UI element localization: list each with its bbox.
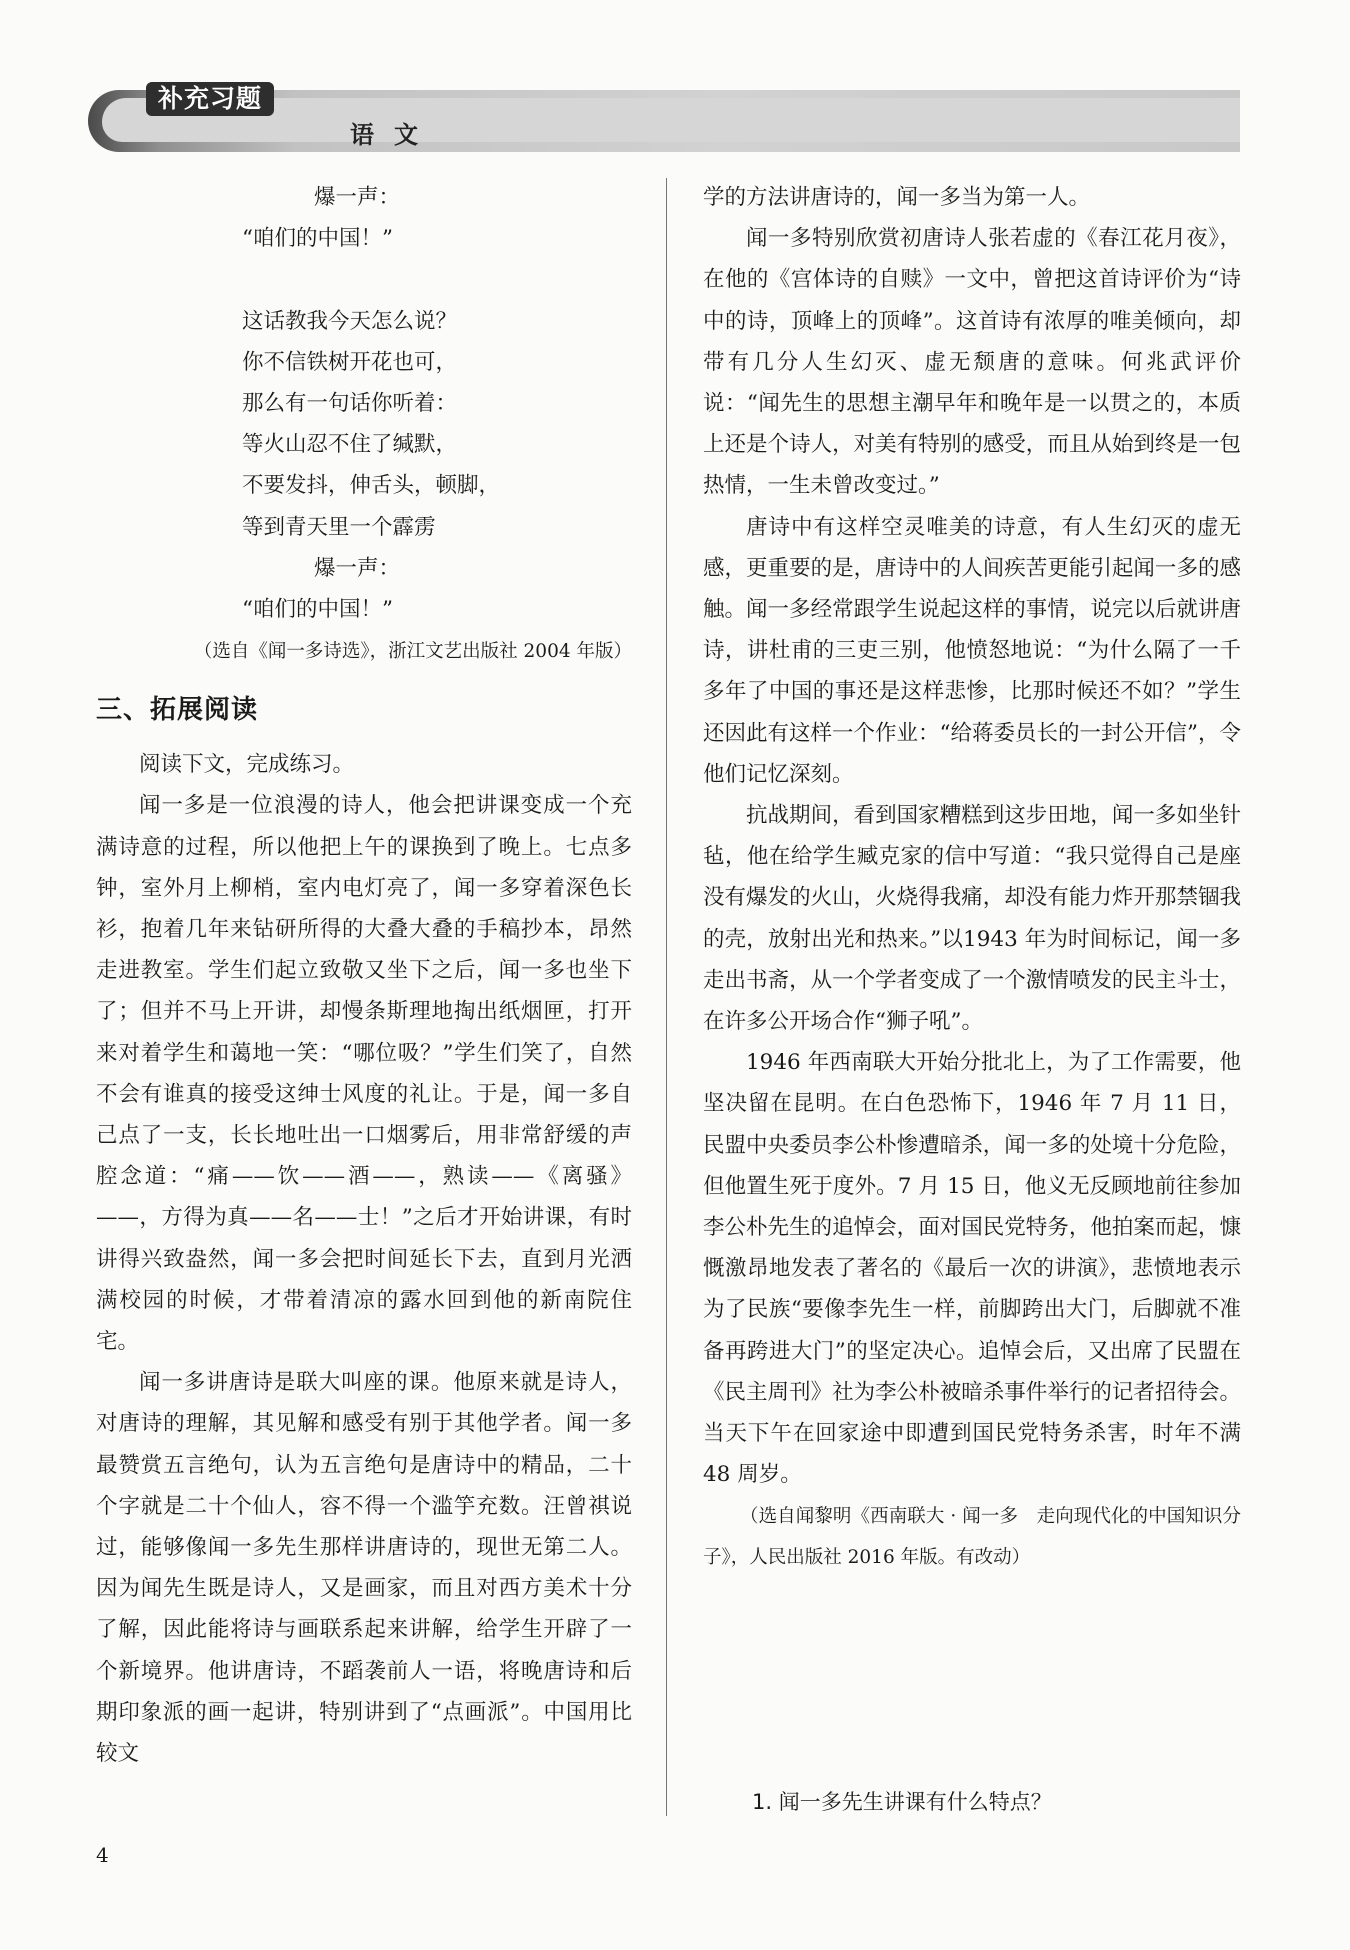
poem-line: “咱们的中国！” <box>242 597 393 623</box>
poem-line: 等火山忍不住了缄默， <box>242 432 458 458</box>
question-1: 1. 闻一多先生讲课有什么特点？ <box>752 1790 1052 1814</box>
header-tag: 补充习题 <box>146 82 274 116</box>
article-paragraph: 闻一多讲唐诗是联大叫座的课。他原来就是诗人，对唐诗的理解，其见解和感受有别于其他学者。闻一多最赞赏五言绝句，认为五言绝句是唐诗中的精品，二十个字就是二十个仙人，容不得一个滥竽充数。汪曾祺说过，能够像闻一多先生那样讲唐诗的，现世无第二人。因为闻先生既是诗人，又是画家，而且对西方美术十分了解，因此能将诗与画联系起来讲解，给学生开辟了一个新境界。他讲唐诗，不蹈袭前人一语，将晚唐诗和后期印象派的画一起讲，特别讲到了“点画派”。中国用比较文 <box>96 1370 632 1767</box>
article-paragraph: 1946 年西南联大开始分批北上，为了工作需要，他坚决留在昆明。在白色恐怖下，1946 年 7 月 11 日，民盟中央委员李公朴惨遭暗杀，闻一多的处境十分危险，但他置生死于度外。7 月 15 日，他义无反顾地前往参加李公朴先生的追悼会，面对国民党特务，他拍案而起，慷慨激昂地发表了著名的《最后一次的讲演》，悲愤地表示为了民族“要像李先生一样，前脚跨出大门，后脚就不准备再跨进大门”的坚定决心。追悼会后，又出席了民盟在《民主周刊》社为李公朴被暗杀事件举行的记者招待会。当天下午在回家途中即遭到国民党特务杀害，时年不满 48 周岁。 <box>703 1050 1241 1488</box>
article-paragraph: 闻一多是一位浪漫的诗人，他会把讲课变成一个充满诗意的过程，所以他把上午的课换到了晚上。七点多钟，室外月上柳梢，室内电灯亮了，闻一多穿着深色长衫，抱着几年来钻研所得的大叠大叠的手稿抄本，昂然走进教室。学生们起立致敬又坐下之后，闻一多也坐下了；但并不马上开讲，却慢条斯理地掏出纸烟匣，打开来对着学生和蔼地一笑：“哪位吸？”学生们笑了，自然不会有谁真的接受这绅士风度的礼让。于是，闻一多自己点了一支，长长地吐出一口烟雾后，用非常舒缓的声腔念道：“痛——饮——酒——，熟读——《离骚》——，方得为真——名——士！”之后才开始讲课，有时讲得兴致盎然，闻一多会把时间延长下去，直到月光洒满校园的时候，才带着清凉的露水回到他的新南院住宅。 <box>96 793 632 1355</box>
poem-source: （选自《闻一多诗选》，浙江文艺出版社 2004 年版） <box>193 641 632 663</box>
poem <box>96 177 632 630</box>
poem-line: 等到青天里一个霹雳 <box>242 514 436 540</box>
poem-line: 爆一声： <box>314 185 401 210</box>
article-source: （选自闻黎明《西南联大 · 闻一多 走向现代化的中国知识分子》，人民出版社 2016 年版。有改动） <box>703 1505 1241 1568</box>
poem-line: 不要发抖，伸舌头，顿脚， <box>242 473 501 499</box>
column-divider <box>666 178 667 1816</box>
poem-line: “咱们的中国！” <box>242 226 393 252</box>
article-paragraph: 唐诗中有这样空灵唯美的诗意，有人生幻灭的虚无感，更重要的是，唐诗中的人间疾苦更能引起闻一多的感触。闻一多经常跟学生说起这样的事情，说完以后就讲唐诗，讲杜甫的三吏三别，他愤怒地说：“为什么隔了一千多年了中国的事还是这样悲惨，比那时候还不如？”学生还因此有这样一个作业：“给蒋委员长的一封公开信”，令他们记忆深刻。 <box>703 514 1241 787</box>
article-paragraph: 闻一多特别欣赏初唐诗人张若虚的《春江花月夜》，在他的《宫体诗的自赎》一文中，曾把这首诗评价为“诗中的诗，顶峰上的顶峰”。这首诗有浓厚的唯美倾向，却带有几分人生幻灭、虚无颓唐的意味。何兆武评价说：“闻先生的思想主潮早年和晚年是一以贯之的，本质上还是个诗人，对美有特别的感受，而且从始到终是一包热情，一生未曾改变过。” <box>703 226 1241 499</box>
article-paragraph: 抗战期间，看到国家糟糕到这步田地，闻一多如坐针毡，他在给学生臧克家的信中写道：“我只觉得自己是座没有爆发的火山，火烧得我痛，却没有能力炸开那禁锢我的壳，放射出光和热来。”以1943 年为时间标记，闻一多走出书斋，从一个学者变成了一个激情喷发的民主斗士，在许多公开场合作“狮子吼”。 <box>703 803 1241 1035</box>
poem-line: 那么有一句话你听着： <box>242 391 458 416</box>
left-column <box>96 177 632 1774</box>
section-instruction: 阅读下文，完成练习。 <box>139 752 355 778</box>
poem-line: 你不信铁树开花也可， <box>242 349 458 375</box>
poem-line: 这话教我今天怎么说？ <box>242 308 458 334</box>
header-subject: 语文 <box>350 121 438 149</box>
section-heading: 三、拓展阅读 <box>96 695 259 726</box>
poem-line: 爆一声： <box>314 555 401 581</box>
right-column <box>703 177 1241 1578</box>
page-number: 4 <box>96 1843 109 1867</box>
page-header <box>88 82 1240 154</box>
article-paragraph-continued: 学的方法讲唐诗的，闻一多当为第一人。 <box>703 185 1091 210</box>
